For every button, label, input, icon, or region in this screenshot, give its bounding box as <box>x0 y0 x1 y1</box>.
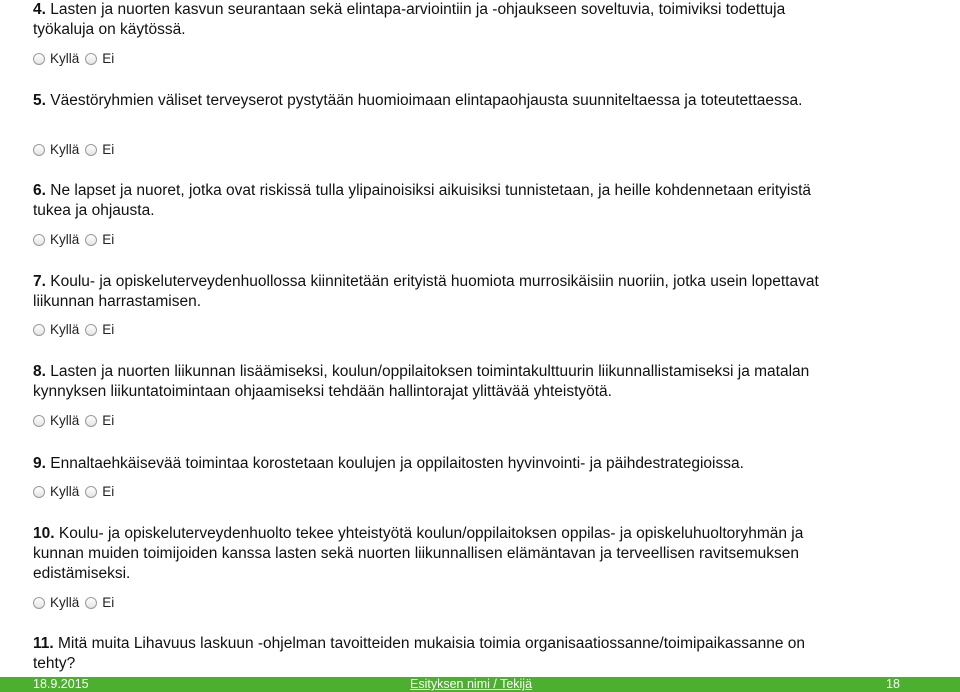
question-10-option-yes[interactable] <box>33 595 79 610</box>
question-6-text <box>33 181 833 221</box>
option-label-yes: Kyllä <box>50 484 80 499</box>
question-9-body: Ennaltaehkäisevää toimintaa korostetaan koulujen ja oppilaitosten hyvinvointi- ja päihdestrategioissa. <box>50 455 744 472</box>
question-9-options <box>33 484 114 499</box>
option-label-no: Ei <box>102 595 115 610</box>
question-11-number: 11. <box>33 635 54 652</box>
question-5-option-yes[interactable] <box>33 142 79 157</box>
question-10-text <box>33 524 833 584</box>
radio-button[interactable] <box>85 486 97 498</box>
radio-button[interactable] <box>85 144 97 156</box>
radio-button[interactable] <box>33 53 45 65</box>
question-6-body: Ne lapset ja nuoret, jotka ovat riskissä tulla ylipainoisiksi aikuisiksi tunnistetaan, ja heille kohdennetaan erityistä tukea ja ohjausta. <box>33 182 812 219</box>
question-9-text <box>33 454 833 474</box>
footer-presentation-title: Esityksen nimi / Tekijä <box>410 677 533 691</box>
question-4-options <box>33 51 114 66</box>
radio-button[interactable] <box>85 324 97 336</box>
question-9 <box>33 454 833 474</box>
question-4-text <box>33 0 833 40</box>
slide-footer <box>0 677 960 692</box>
question-5-text <box>33 91 833 111</box>
radio-button[interactable] <box>33 486 45 498</box>
option-label-yes: Kyllä <box>50 232 80 247</box>
question-8 <box>33 362 833 402</box>
option-label-no: Ei <box>102 142 115 157</box>
question-11-text <box>33 634 833 674</box>
question-5-option-no[interactable] <box>85 142 114 157</box>
option-label-no: Ei <box>102 51 115 66</box>
question-7-options <box>33 322 114 337</box>
question-10-options <box>33 595 114 610</box>
question-6 <box>33 181 833 221</box>
question-8-option-no[interactable] <box>85 413 114 428</box>
option-label-no: Ei <box>102 484 115 499</box>
question-4-option-no[interactable] <box>85 51 114 66</box>
question-7-number: 7. <box>33 273 46 290</box>
radio-button[interactable] <box>85 415 97 427</box>
question-4-number: 4. <box>33 1 46 18</box>
question-5 <box>33 91 833 111</box>
option-label-no: Ei <box>102 232 115 247</box>
question-5-options <box>33 142 114 157</box>
option-label-yes: Kyllä <box>50 322 80 337</box>
radio-button[interactable] <box>85 234 97 246</box>
question-4-option-yes[interactable] <box>33 51 79 66</box>
question-6-number: 6. <box>33 182 46 199</box>
question-9-option-no[interactable] <box>85 484 114 499</box>
question-7-option-no[interactable] <box>85 322 114 337</box>
option-label-no: Ei <box>102 322 115 337</box>
option-label-yes: Kyllä <box>50 51 80 66</box>
radio-button[interactable] <box>33 324 45 336</box>
question-9-option-yes[interactable] <box>33 484 79 499</box>
question-9-number: 9. <box>33 455 46 472</box>
radio-button[interactable] <box>85 597 97 609</box>
question-4-body: Lasten ja nuorten kasvun seurantaan sekä elintapa-arviointiin ja -ohjaukseen soveltuvia, toimiviksi todettuja työkaluja on käytössä. <box>33 1 786 38</box>
question-8-body: Lasten ja nuorten liikunnan lisäämiseksi, koulun/oppilaitoksen toimintakulttuurin liikunnallistamiseksi ja matalan kynnyksen liikuntatoimintaan ohjaamiseksi tehdään hallintorajat ylittävää yhteistyötä. <box>33 363 810 400</box>
question-6-options <box>33 232 114 247</box>
question-6-option-no[interactable] <box>85 232 114 247</box>
option-label-yes: Kyllä <box>50 413 80 428</box>
radio-button[interactable] <box>33 144 45 156</box>
footer-page-number: 18 <box>886 677 900 691</box>
question-10 <box>33 524 833 584</box>
question-4 <box>33 0 833 40</box>
question-7-text <box>33 272 833 312</box>
question-8-options <box>33 413 114 428</box>
question-8-option-yes[interactable] <box>33 413 79 428</box>
footer-date: 18.9.2015 <box>33 677 89 691</box>
option-label-yes: Kyllä <box>50 142 80 157</box>
question-7-body: Koulu- ja opiskeluterveydenhuollossa kiinnitetään erityistä huomiota murrosikäisiin nuoriin, jotka usein lopettavat liikunnan harrastamisen. <box>33 273 819 310</box>
radio-button[interactable] <box>33 234 45 246</box>
question-10-number: 10. <box>33 525 55 542</box>
option-label-no: Ei <box>102 413 115 428</box>
question-10-option-no[interactable] <box>85 595 114 610</box>
question-5-body: Väestöryhmien väliset terveyserot pystytään huomioimaan elintapaohjausta suunniteltaessa ja toteutettaessa. <box>50 92 803 109</box>
radio-button[interactable] <box>85 53 97 65</box>
option-label-yes: Kyllä <box>50 595 80 610</box>
question-7 <box>33 272 833 312</box>
question-8-number: 8. <box>33 363 46 380</box>
question-8-text <box>33 362 833 402</box>
question-11 <box>33 634 833 674</box>
radio-button[interactable] <box>33 597 45 609</box>
radio-button[interactable] <box>33 415 45 427</box>
question-7-option-yes[interactable] <box>33 322 79 337</box>
question-5-number: 5. <box>33 92 46 109</box>
question-6-option-yes[interactable] <box>33 232 79 247</box>
question-10-body: Koulu- ja opiskeluterveydenhuolto tekee yhteistyötä koulun/oppilaitoksen oppilas- ja opiskeluhuoltoryhmän ja kunnan muiden toimijoiden kanssa lasten sekä nuorten liikunnallisen elämäntavan ja terveellisen ravitsemuksen edistämiseksi. <box>33 525 804 582</box>
question-11-body: Mitä muita Lihavuus laskuun -ohjelman tavoitteiden mukaisia toimia organisaatiossanne/toimipaikassanne on tehty? <box>33 635 806 672</box>
